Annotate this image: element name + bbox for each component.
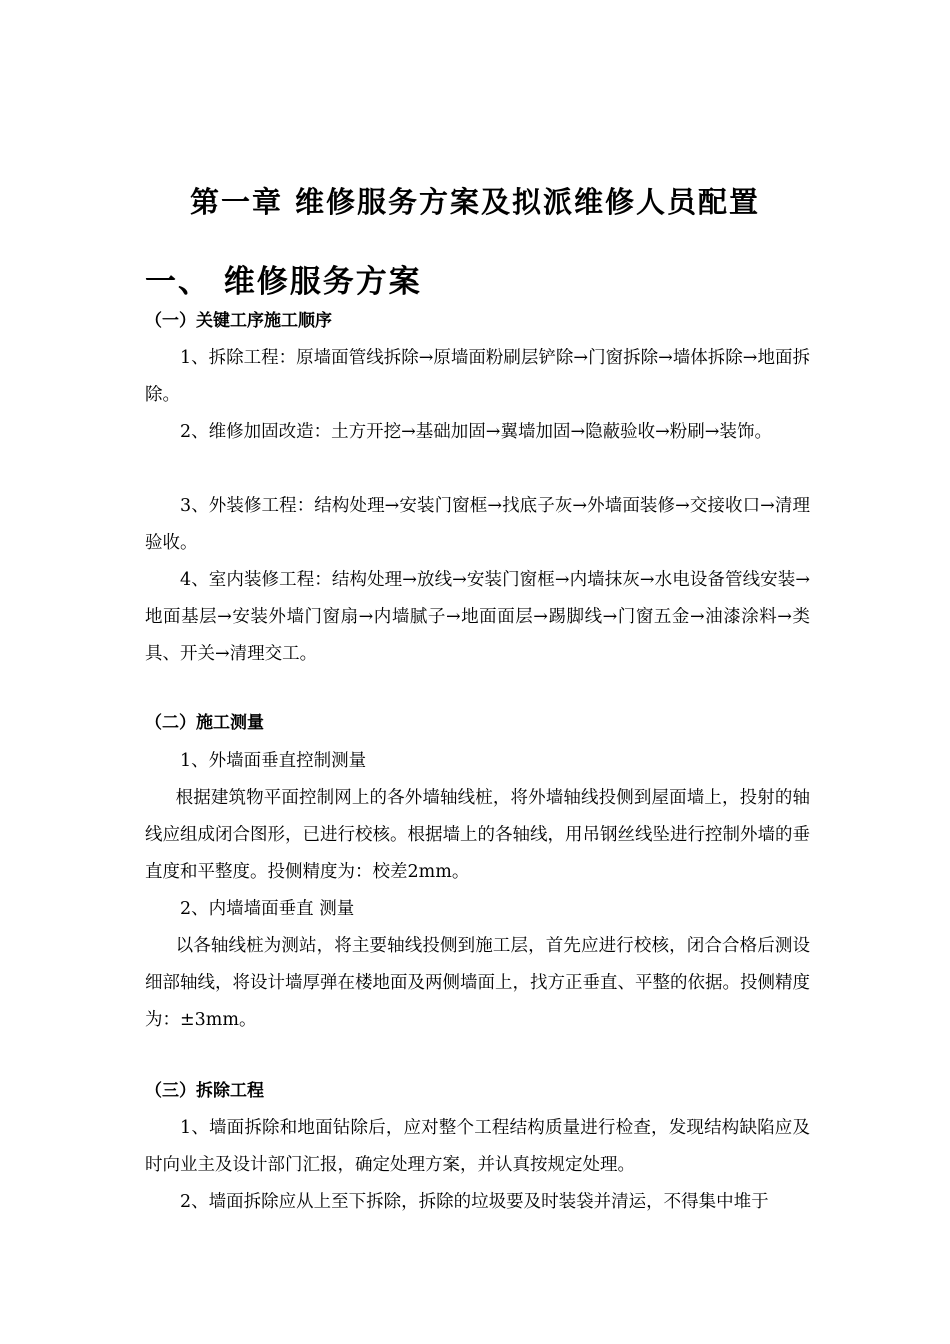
paragraph-wall-removal: 2、墙面拆除应从上至下拆除，拆除的垃圾要及时装袋并清运，不得集中堆于 [180, 1192, 769, 1212]
paragraph-reinforcement: 2、维修加固改造：土方开挖→基础加固→翼墙加固→隐蔽验收→粉刷→装饰。 [180, 422, 772, 442]
subsection-title-1: （一）关键工序施工顺序 [145, 311, 332, 331]
paragraph-exterior-finish: 3、外装修工程：结构处理→安装门窗框→找底子灰→外墙面装修→交接收口→清理验收。 [145, 496, 810, 553]
paragraph-interior-survey: 以各轴线桩为测站，将主要轴线投侧到施工层，首先应进行校核，闭合合格后测设细部轴线，将设计墙厚弹在楼地面及两侧墙面上，找方正垂直、平整的依据。投侧精度为：±3mm。 [145, 936, 810, 1030]
paragraph-interior-finish: 4、室内装修工程：结构处理→放线→安装门窗框→内墙抹灰→水电设备管线安装→地面基层→安装外墙门窗扇→内墙腻子→地面面层→踢脚线→门窗五金→油漆涂料→类具、开关→清理交工。 [145, 570, 810, 664]
subsection-title-3: （三）拆除工程 [145, 1081, 264, 1101]
section-title: 一、 维修服务方案 [145, 264, 422, 300]
paragraph-heading-interior-survey: 2、内墙墙面垂直 测量 [180, 899, 355, 919]
subsection-title-2: （二）施工测量 [145, 713, 264, 733]
chapter-title: 第一章 维修服务方案及拟派维修人员配置 [189, 185, 761, 219]
paragraph-structure-check: 1、墙面拆除和地面钻除后，应对整个工程结构质量进行检查，发现结构缺陷应及时向业主及设计部门汇报，确定处理方案，并认真按规定处理。 [145, 1118, 810, 1175]
paragraph-demolition: 1、拆除工程：原墙面管线拆除→原墙面粉刷层铲除→门窗拆除→墙体拆除→地面拆除。 [145, 348, 810, 405]
paragraph-exterior-survey: 根据建筑物平面控制网上的各外墙轴线桩，将外墙轴线投侧到屋面墙上，投射的轴线应组成闭合图形，已进行校核。根据墙上的各轴线，用吊钢丝线坠进行控制外墙的垂直度和平整度。投侧精度为：校差2mm。 [145, 788, 810, 882]
paragraph-heading-exterior-survey: 1、外墙面垂直控制测量 [180, 751, 367, 771]
